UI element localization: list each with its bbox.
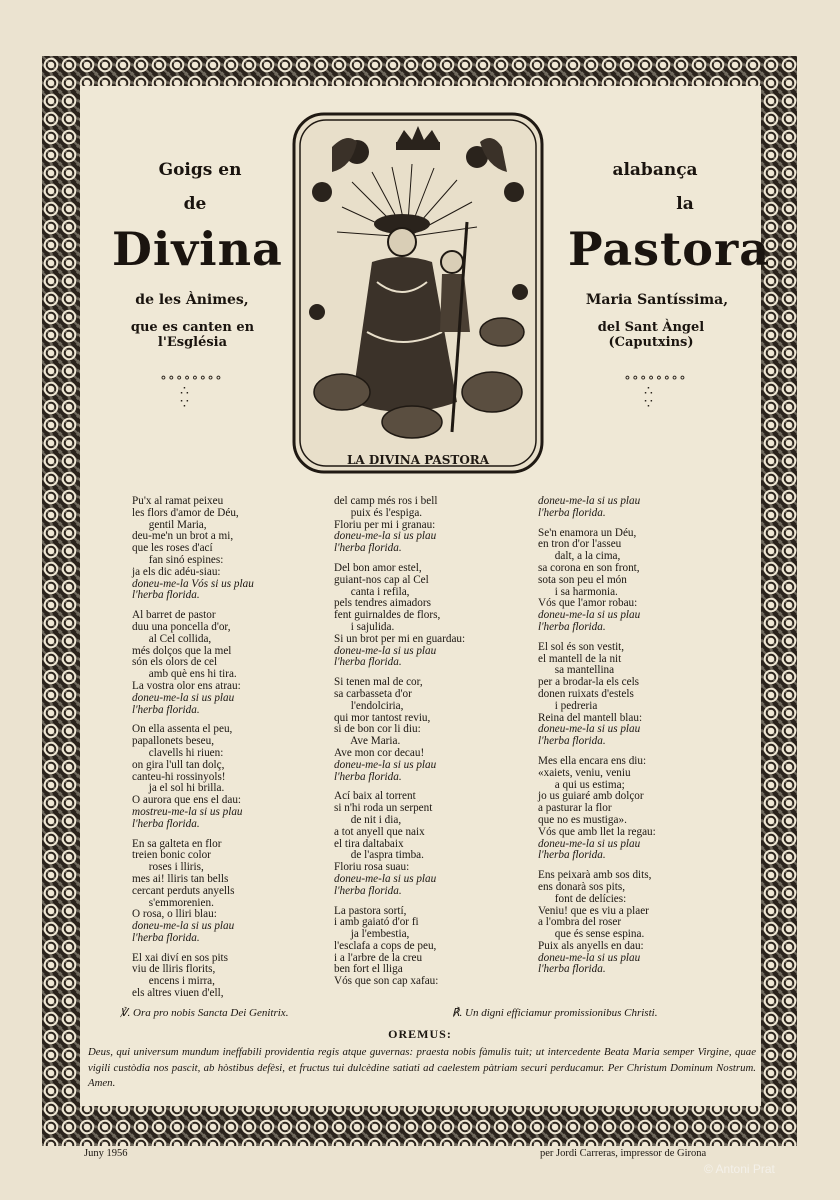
verse-line: mes ai! lliris tan bells xyxy=(132,872,229,885)
verse-line: Vós que son cap xafau: xyxy=(334,975,439,988)
divine-shepherdess-engraving xyxy=(292,112,544,474)
verse-line: cercant perduts anyells xyxy=(132,884,235,897)
verse-column-2 xyxy=(334,496,539,988)
verse-line: a l'ombra del roser xyxy=(538,916,622,929)
verse-column-3 xyxy=(538,496,743,976)
verse-line: clavells hi riuen: xyxy=(132,746,224,759)
child-icon xyxy=(441,251,463,273)
footer-date: Juny 1956 xyxy=(84,1148,128,1159)
watermark: © Antoni Prat xyxy=(704,1162,775,1176)
verse-line: Vós que l'amor robau: xyxy=(538,597,638,610)
verse-line: Ave mon cor decau! xyxy=(334,746,425,759)
verse-line: qui mor tantost reviu, xyxy=(334,711,431,724)
title-alabanca: alabança xyxy=(612,160,698,180)
verse-line: pels tendres aimadors xyxy=(334,597,431,610)
verse-line: doneu-me-la si us plau xyxy=(538,951,641,964)
verse-line: sota son peu el món xyxy=(538,573,627,586)
verse-line: En sa galteta en flor xyxy=(132,837,222,850)
verse-line: ens donarà sos pits, xyxy=(538,880,626,893)
engraving-caption: LA DIVINA PASTORA xyxy=(346,453,490,467)
footer-printer: per Jordi Carreras, impressor de Girona xyxy=(540,1148,707,1159)
verse-line: a pasturar la flor xyxy=(538,802,612,815)
verse-line: Puix als anyells en dau: xyxy=(538,939,644,952)
verse-line: viu de lliris florits, xyxy=(132,963,216,976)
verse-line: si n'hi roda un serpent xyxy=(334,802,433,815)
verse-line: Pu'x al ramat peixeu xyxy=(132,495,224,507)
verse-line: Veniu! que es viu a plaer xyxy=(538,904,649,917)
verse-line: si de bon cor li diu: xyxy=(334,723,421,736)
verse-line: l'herba florida. xyxy=(334,884,402,897)
verse-line: encens i mirra, xyxy=(132,975,215,988)
verse-line: ja l'embestia, xyxy=(334,928,410,941)
verse-line: i amb gaiató d'or fi xyxy=(334,916,419,929)
verse-line: Reina del mantell blau: xyxy=(538,711,643,724)
verse-line: El sol és son vestit, xyxy=(538,640,625,653)
verse-line: jo us guiaré amb dolçor xyxy=(538,790,644,803)
title-divina: Divina xyxy=(112,222,283,276)
title-left xyxy=(100,160,270,214)
verse-line: i sa harmonia. xyxy=(538,585,618,598)
verse-line: a tot anyell que naix xyxy=(334,825,425,838)
verse-line: més dolços que la mel xyxy=(132,644,232,657)
verse-column-1 xyxy=(132,496,337,1000)
verse-line: els altres viuen d'ell, xyxy=(132,987,224,1000)
verse-line: guiant-nos cap al Cel xyxy=(334,573,429,586)
verse-line: de l'aspra timba. xyxy=(334,849,424,862)
verse-line: papallonets beseu, xyxy=(132,735,215,748)
verse-line: l'herba florida. xyxy=(538,849,606,862)
verse-line: doneu-me-la si us plau xyxy=(538,837,641,850)
verse-line: canta i refila, xyxy=(334,585,410,598)
verse-line: l'herba florida. xyxy=(538,620,606,633)
verse-line: dalt, a la cima, xyxy=(538,550,621,563)
verse-line: que no es mustiga». xyxy=(538,813,627,826)
verse-line: les flors d'amor de Déu, xyxy=(132,506,239,519)
verse-line: l'herba florida. xyxy=(132,703,200,716)
verse-line: sa carbasseta d'or xyxy=(334,687,412,700)
title-right xyxy=(580,160,730,214)
title-la: la xyxy=(676,194,694,214)
verse-line: doneu-me-la si us plau xyxy=(334,758,437,771)
title-sant-angel: del Sant Àngel (Caputxins) xyxy=(597,320,705,350)
verse-line: que és sense espina. xyxy=(538,928,645,941)
verse-line: El xai diví en sos pits xyxy=(132,951,229,964)
verse-line: Mes ella encara ens diu: xyxy=(538,754,647,767)
verse-line: l'herba florida. xyxy=(538,735,606,748)
verse-line: i a l'arbre de la creu xyxy=(334,951,423,964)
ornament-right: ∘∘∘∘∘∘∘∘ ∴ ∵ xyxy=(624,371,687,412)
verse-line: doneu-me-la si us plau xyxy=(538,609,641,622)
verse-line: a qui us estima; xyxy=(538,778,625,791)
verse-line: O rosa, o lliri blau: xyxy=(132,908,217,921)
verse-line: puix és l'espiga. xyxy=(334,506,423,519)
verse-line: Vós que amb llet la regau: xyxy=(538,825,656,838)
verse-line: ja els dic adéu-siau: xyxy=(132,565,221,578)
verse-line: gentil Maria, xyxy=(132,518,207,531)
title-es-canten: que es canten en l'Església xyxy=(130,320,255,350)
title-de: de xyxy=(183,194,207,214)
verse-line: fan sinó espines: xyxy=(132,553,224,566)
verse-line: en tron d'or l'asseu xyxy=(538,538,622,551)
verse-line: doneu-me-la si us plau xyxy=(538,495,641,507)
verse-line: On ella assenta el peu, xyxy=(132,723,233,736)
verse-line: doneu-me-la si us plau xyxy=(538,723,641,736)
verse-line: sa mantellina xyxy=(538,664,615,677)
verse-line: el tira daltabaix xyxy=(334,837,404,850)
title-pastora: Pastora xyxy=(568,222,771,276)
verse-line: roses i lliris, xyxy=(132,861,204,874)
verse-line: Floriu rosa suau: xyxy=(334,861,410,874)
verse-line: treien bonic color xyxy=(132,849,211,862)
verse-line: al Cel collida, xyxy=(132,632,212,645)
verse-line: i sajulida. xyxy=(334,620,395,633)
verse-line: Ens peixarà amb sos dits, xyxy=(538,869,652,882)
title-maria-santissima: Maria Santíssima, xyxy=(585,292,729,308)
verse-line: Si un brot per mi en guardau: xyxy=(334,632,466,645)
verse-line: «xaiets, veniu, veniu xyxy=(538,766,631,779)
verse-line: i pedreria xyxy=(538,699,598,712)
verse-line: canteu-hi rossinyols! xyxy=(132,770,226,783)
verse-line: mostreu-me-la si us plau xyxy=(132,805,243,818)
verse-line: que les roses d'ací xyxy=(132,542,213,555)
verse-line: són els olors de cel xyxy=(132,656,218,669)
verse-line: duu una poncella d'or, xyxy=(132,620,231,633)
oremus-title: OREMUS: xyxy=(388,1027,452,1041)
verse-line: l'herba florida. xyxy=(538,506,606,519)
verse-line: doneu-me-la si us plau xyxy=(132,691,235,704)
versicle: ℣. Ora pro nobis Sancta Dei Genitrix. xyxy=(120,1007,289,1019)
oremus-prayer: Deus, qui universum mundum ineffabili providentia regis atque guvernas: praesta nobis fàmulis tuit; ut intercedente Beata Maria semper Virgine, quae vigili custòdia nos pascit, ab hòstibus defèsi, et fructus tui dulcèdine satiati ad caelestem pàtriam securi perducamur. Per Christum Dominum Nostrum. Amen. xyxy=(88,1046,756,1089)
verse-line: font de delícies: xyxy=(538,892,627,905)
verse-line: Si tenen mal de cor, xyxy=(334,676,423,689)
verse-line: on gira l'ull tan dolç, xyxy=(132,758,225,771)
verse-line: Floriu per mi i granau: xyxy=(334,518,436,531)
verse-line: l'herba florida. xyxy=(334,770,402,783)
verse-line: l'endolciria, xyxy=(334,699,404,712)
verse-line: el mantell de la nit xyxy=(538,652,622,665)
verse-line: donen ruixats d'estels xyxy=(538,687,634,700)
verse-line: Al barret de pastor xyxy=(132,609,216,622)
verse-line: s'emmorenien. xyxy=(132,896,214,909)
verse-line: deu-me'n un brot a mi, xyxy=(132,530,234,543)
verse-line: Se'n enamora un Déu, xyxy=(538,526,637,539)
verse-line: doneu-me-la si us plau xyxy=(334,530,437,543)
response: ℟. Un digni efficiamur promissionibus Christi. xyxy=(452,1007,658,1019)
verse-line: l'herba florida. xyxy=(334,656,402,669)
verse-line: l'herba florida. xyxy=(132,931,200,944)
verse-line: doneu-me-la si us plau xyxy=(132,920,235,933)
verse-line: l'herba florida. xyxy=(132,589,200,602)
verse-line: O aurora que ens el dau: xyxy=(132,794,242,807)
verse-line: Del bon amor estel, xyxy=(334,561,422,574)
verse-line: Ací baix al torrent xyxy=(334,790,416,803)
verse-line: l'herba florida. xyxy=(538,963,606,976)
verse-line: per a brodar-la els cels xyxy=(538,676,640,689)
verse-line: fent guirnaldes de flors, xyxy=(334,609,441,622)
verse-line: Ave Maria. xyxy=(334,735,401,748)
verse-line: amb què ens hi tira. xyxy=(132,668,237,681)
verse-line: l'herba florida. xyxy=(334,542,402,555)
verse-line: ja el sol hi brilla. xyxy=(132,782,225,795)
ornament-left: ∘∘∘∘∘∘∘∘ ∴ ∵ xyxy=(160,371,223,412)
verse-line: doneu-me-la si us plau xyxy=(334,872,437,885)
verse-line: l'esclafa a cops de peu, xyxy=(334,939,437,952)
verse-line: La vostra olor ens atrau: xyxy=(132,679,241,692)
verse-line: de nit i dia, xyxy=(334,813,402,826)
title-de-les-animes: de les Ànimes, xyxy=(135,292,249,308)
verse-line: ben fort el lliga xyxy=(334,963,403,976)
verse-line: l'herba florida. xyxy=(132,817,200,830)
verse-line: doneu-me-la Vós si us plau xyxy=(132,577,254,590)
verse-line: del camp més ros i bell xyxy=(334,495,438,507)
verse-line: La pastora sortí, xyxy=(334,904,407,917)
verse-line: doneu-me-la si us plau xyxy=(334,644,437,657)
verse-line: sa corona en son front, xyxy=(538,561,640,574)
title-goigs-en: Goigs en xyxy=(158,160,242,180)
